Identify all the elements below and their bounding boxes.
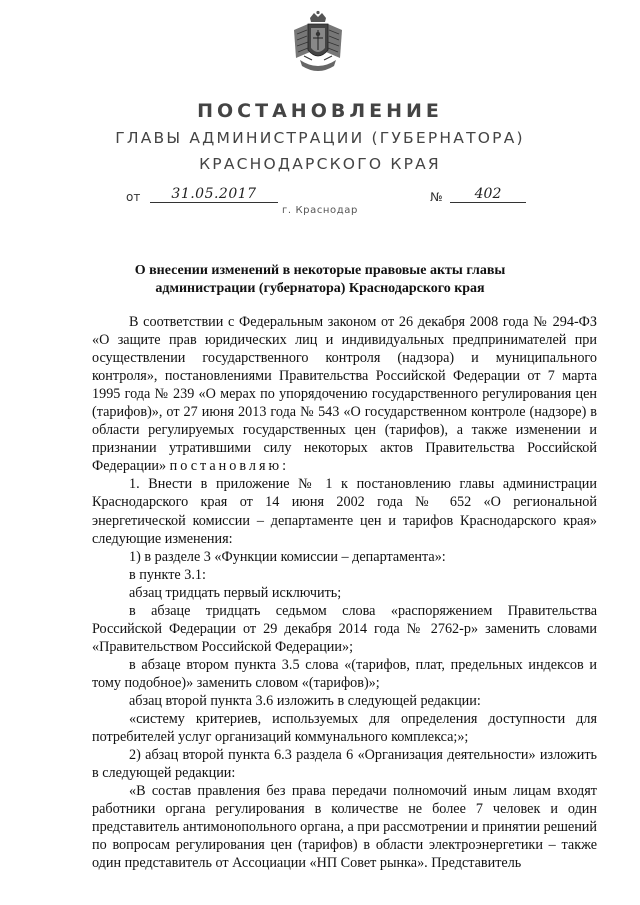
decree-word: постановляю:: [169, 458, 290, 475]
body-paragraph: «В состав правления без права передачи полномочий иным лицам входят работники органа регулирования в количестве не более 7 человек и один представитель антимонопольного органа, а при рассмотрении и принятии решений по вопросам регулирования цен (тарифов) в области электроэнергетики – также один представитель от Ассоциации «НП Совет рынка». Представитель: [92, 783, 597, 872]
preamble-text: В соответствии с Федеральным законом от 26 декабря 2008 года № 294-ФЗ «О защите прав юридических лиц и индивидуальных предпринимателей при осуществлении государственного контроля (надзора) и муниципального контроля», постановлениями Правительства Российской Федерации от 7 марта 1995 года № 239 «О мерах по упорядочению государственного регулирования цен (тарифов)», от 27 июня 2013 года № 543 «О государственном контроле (надзоре) в области регулируемых государственных цен (тарифов), а также изменении и признании утратившими силу некоторых актов Правительства Российской Федерации»: [92, 314, 597, 475]
document-type-title: ПОСТАНОВЛЕНИЕ: [197, 100, 443, 122]
body-paragraph: абзац тридцать первый исключить;: [129, 584, 342, 601]
body-paragraph: [92, 313, 597, 475]
body-paragraph: 1. Внести в приложение № 1 к постановлению главы администрации Краснодарского края от 14 июня 2002 года № 652 «О региональной энергетической комиссии – департаменте цен и тарифов Краснодарского края» следующие изменения:: [92, 476, 597, 547]
body-paragraph: в абзаце втором пункта 3.5 слова «(тарифов, плат, предельных индексов и тому подобное)» заменить словом «(тарифов)»;: [92, 656, 597, 691]
body-paragraph: абзац второй пункта 3.6 изложить в следующей редакции:: [129, 692, 481, 709]
body-paragraph: 1) в разделе 3 «Функции комиссии – департамента»:: [129, 548, 446, 565]
document-heading: [100, 262, 540, 298]
body-paragraph: в пункте 3.1:: [129, 566, 206, 583]
date-label: от: [126, 190, 141, 204]
body-paragraph: «систему критериев, используемых для определения доступности для потребителей услуг организаций коммунального комплекса;»;: [92, 711, 597, 746]
heading-line-1: О внесении изменений в некоторые правовые акты главы: [134, 263, 506, 278]
document-body: [92, 313, 597, 872]
date-value: 31.05.2017: [150, 186, 278, 203]
coat-of-arms-icon: [290, 10, 346, 76]
number-value: 402: [450, 186, 526, 203]
body-paragraph: в абзаце тридцать седьмом слова «распоряжением Правительства Российской Федерации от 29 декабря 2014 года № 2762-р» заменить словами «Правительством Российской Федерации»;: [92, 602, 597, 655]
heading-line-2: администрации (губернатора) Краснодарского края: [155, 281, 485, 296]
number-label: №: [430, 190, 443, 204]
issuer-line-2: КРАСНОДАРСКОГО КРАЯ: [199, 155, 441, 173]
body-paragraph: 2) абзац второй пункта 6.3 раздела 6 «Организация деятельности» изложить в следующей редакции:: [92, 747, 597, 782]
city-label: г. Краснодар: [282, 205, 358, 216]
issuer-line-1: ГЛАВЫ АДМИНИСТРАЦИИ (ГУБЕРНАТОРА): [115, 129, 525, 147]
